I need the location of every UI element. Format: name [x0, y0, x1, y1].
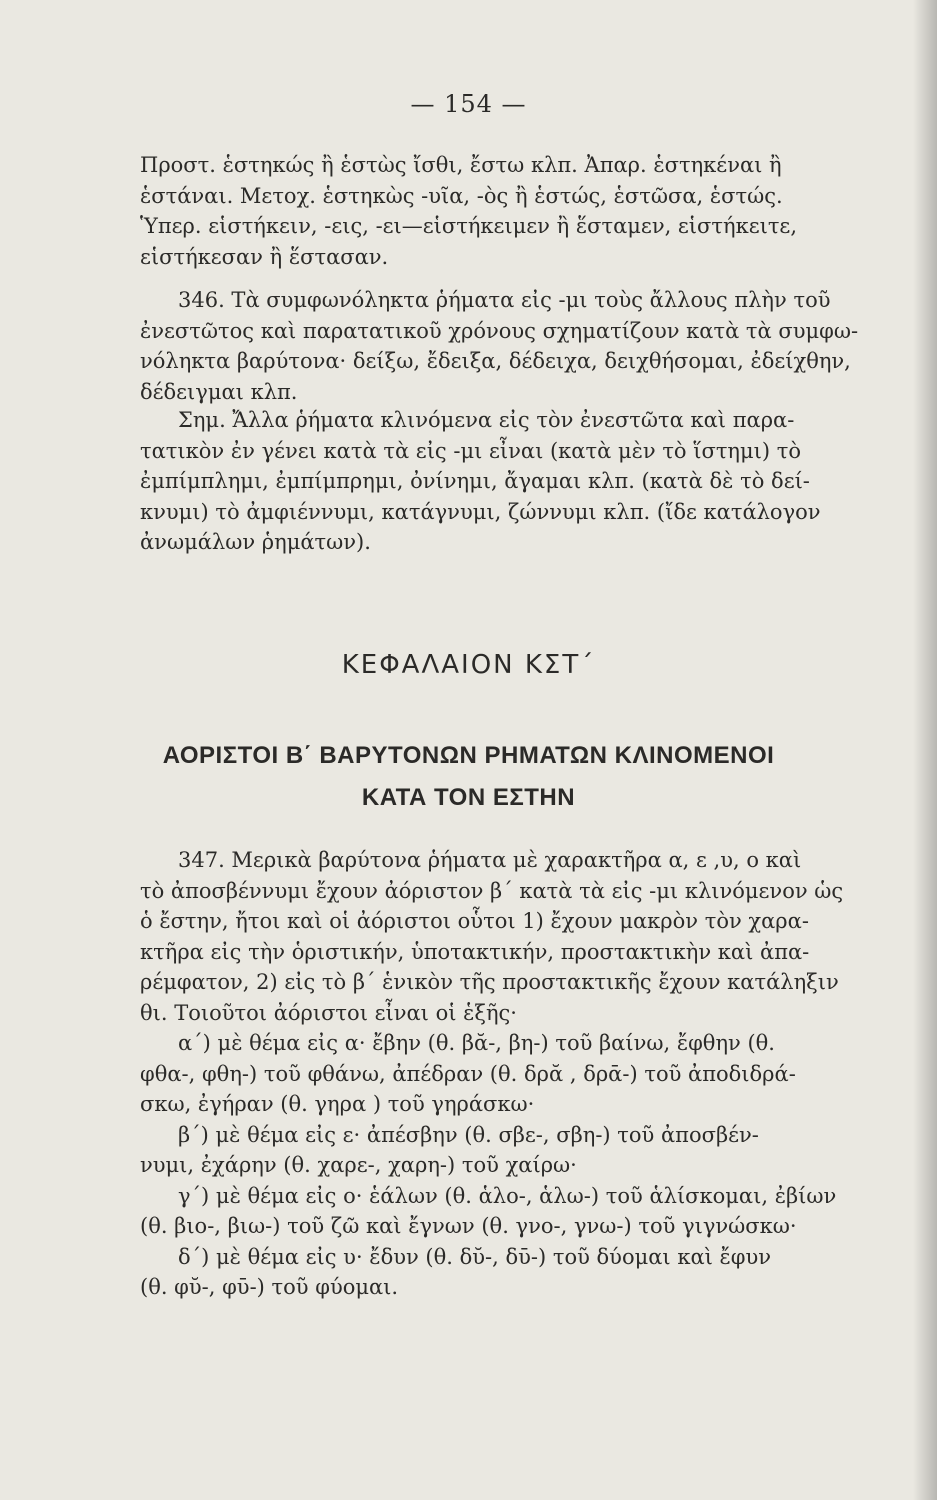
- text-line: (θ. φῠ-, φῡ-) τοῦ φύομαι.: [140, 1275, 399, 1299]
- text-line: ἑστάναι. Μετοχ. ἑστηκὼς -υῖα, -ὸς ἢ ἑστώς, ἑστῶσα, ἑστώς.: [140, 183, 783, 208]
- text-line: τατικὸν ἐν γένει κατὰ τὰ εἰς -μι εἶναι (κατὰ μὲν τὸ ἵστημι) τὸ: [140, 438, 802, 463]
- paragraph-forms: [140, 150, 903, 272]
- text-line: (θ. βιο-, βιω-) τοῦ ζῶ καὶ ἔγνων (θ. γνο-, γνω-) τοῦ γιγνώσκω·: [140, 1214, 797, 1238]
- text-line: κτῆρα εἰς τὴν ὁριστικήν, ὑποτακτικήν, προστακτικὴν καὶ ἀπα-: [140, 939, 810, 964]
- text-line: Ὑπερ. εἱστήκειν, -εις, -ει—εἱστήκειμεν ἢ ἕσταμεν, εἱστήκειτε,: [140, 214, 797, 238]
- text-line: δ΄) μὲ θέμα εἰς υ· ἔδυν (θ. δῠ-, δῡ-) τοῦ δύομαι καὶ ἔφυν: [178, 1244, 772, 1269]
- text-line: ἐμπίμπλημι, ἐμπίμπρημι, ὀνίνημι, ἄγαμαι κλπ. (κατὰ δὲ τὸ δεί-: [140, 469, 810, 493]
- text-line: Σημ. Ἄλλα ῥήματα κλινόμενα εἰς τὸν ἐνεστῶτα καὶ παρα-: [178, 408, 795, 432]
- text-line: δέδειγμαι κλπ.: [140, 379, 298, 404]
- text-line: θι. Τοιοῦτοι ἀόριστοι εἶναι οἱ ἑξῆς·: [140, 1000, 517, 1025]
- page-spine-shadow: [913, 0, 937, 1500]
- text-line: ρέμφατον, 2) εἰς τὸ β΄ ἑνικὸν τῆς προστακτικῆς ἔχουν κατάληξιν: [140, 970, 839, 994]
- text-line: φθα-, φθη-) τοῦ φθάνω, ἀπέδραν (θ. δρᾰ , δρᾱ-) τοῦ ἀποδιδρά-: [140, 1061, 796, 1086]
- text-line: κνυμι) τὸ ἀμφιέννυμι, κατάγνυμι, ζώννυμι κλπ. (ἴδε κατάλογον: [140, 499, 821, 524]
- text-line: ὁ ἔστην, ἤτοι καὶ οἱ ἀόριστοι οὗτοι 1) ἔχουν μακρὸν τὸν χαρα-: [140, 909, 809, 933]
- text-line: σκω, ἐγήραν (θ. γηρα ) τοῦ γηράσκω·: [140, 1092, 535, 1116]
- text-line: ἀνωμάλων ῥημάτων).: [140, 530, 371, 554]
- text-line: 346. Τὰ συμφωνόληκτα ῥήματα εἰς -μι τοὺς ἄλλους πλὴν τοῦ: [178, 288, 831, 312]
- text-line: β΄) μὲ θέμα εἰς ε· ἀπέσβην (θ. σβε-, σβη-) τοῦ ἀποσβέν-: [178, 1122, 759, 1147]
- text-line: Προστ. ἑστηκώς ἢ ἑστὼς ἴσθι, ἔστω κλπ. Ἀπαρ. ἑστηκέναι ἢ: [140, 153, 782, 177]
- text-line: ἐνεστῶτος καὶ παρατατικοῦ χρόνους σχηματίζουν κατὰ τὰ συμφω-: [140, 318, 859, 343]
- page-number: — 154 —: [410, 90, 527, 118]
- text-line: νόληκτα βαρύτονα· δείξω, ἔδειξα, δέδειχα, δειχθήσομαι, ἐδείχθην,: [140, 349, 851, 373]
- section-title-line: ΚΑΤΑ ΤΟΝ ΕΣΤΗΝ: [361, 784, 576, 811]
- text-line: 347. Μερικὰ βαρύτονα ῥήματα μὲ χαρακτῆρα α, ε ,υ, ο καὶ: [178, 848, 802, 872]
- section-title: [0, 735, 937, 819]
- paragraph-346: [140, 285, 903, 407]
- chapter-heading: ΚΕΦΑΛΑΙΟΝ ΚΣΤ΄: [341, 650, 596, 680]
- paragraph-347: [140, 845, 903, 1303]
- text-line: τὸ ἀποσβέννυμι ἔχουν ἀόριστον β΄ κατὰ τὰ εἰς -μι κλινόμενον ὡς: [140, 878, 844, 903]
- text-line: νυμι, ἐχάρην (θ. χαρε-, χαρη-) τοῦ χαίρω·: [140, 1153, 577, 1177]
- text-line: εἱστήκεσαν ἢ ἕστασαν.: [140, 244, 389, 269]
- section-title-line: ΑΟΡΙΣΤΟΙ Β΄ ΒΑΡΥΤΟΝΩΝ ΡΗΜΑΤΩΝ ΚΛΙΝΟΜΕΝΟΙ: [162, 742, 775, 769]
- text-line: α΄) μὲ θέμα εἰς α· ἔβην (θ. βᾰ-, βη-) τοῦ βαίνω, ἔφθην (θ.: [178, 1031, 775, 1055]
- note-paragraph: [140, 405, 903, 558]
- text-line: γ΄) μὲ θέμα εἰς ο· ἑάλων (θ. ἁλο-, ἁλω-) τοῦ ἁλίσκομαι, ἐβίων: [178, 1183, 837, 1208]
